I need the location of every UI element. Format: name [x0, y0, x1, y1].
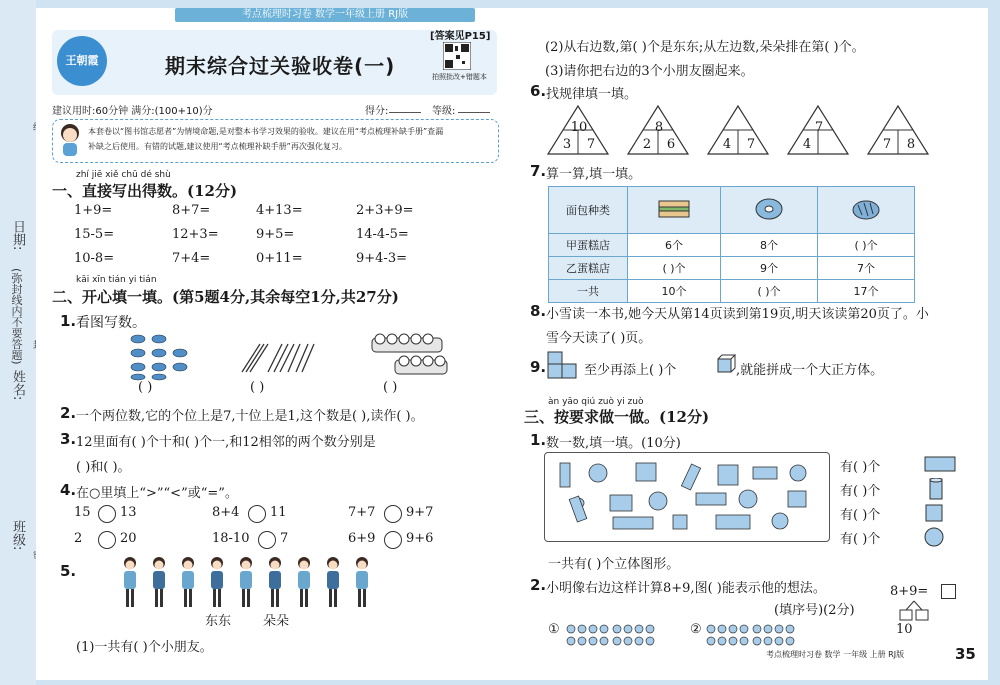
dot-group: [752, 636, 798, 646]
fish-picture-icon: [128, 333, 190, 383]
q3-number: 3.: [60, 430, 77, 448]
cube-stack-icon: [546, 350, 582, 382]
child-figure: [240, 557, 252, 607]
triangle-left[interactable]: 4: [722, 137, 732, 152]
q1-blank-fish[interactable]: ( ): [138, 380, 153, 395]
arithmetic-item[interactable]: 1+9=: [74, 203, 113, 218]
option-1[interactable]: ①: [548, 622, 560, 637]
triangle-right[interactable]: 8: [906, 137, 916, 152]
s3q2-equation: 8+9=: [890, 584, 929, 599]
arithmetic-item[interactable]: 2+3+9=: [356, 203, 414, 218]
child-figure: [298, 557, 310, 607]
qr-code-icon: [443, 42, 471, 70]
q1-blank-sticks[interactable]: ( ): [250, 380, 265, 395]
number-triangle: [706, 104, 770, 156]
q5-sub2: (2)从右边数,第( )个是东东;从左边数,朵朵排在第( )个。: [545, 40, 865, 55]
q8-line-1: 小雪读一本书,她今天从第14页读到第19页,明天该读第20页了。小: [546, 307, 929, 322]
bread-table: [548, 186, 915, 303]
q1-number: 1.: [60, 312, 77, 330]
count-row-text[interactable]: 有( )个: [840, 460, 881, 475]
answer-box[interactable]: [941, 584, 956, 599]
compare-left: 6+9: [348, 531, 376, 546]
table-cell[interactable]: 17个: [818, 280, 915, 303]
binding-note: (弥封线内不要答题): [10, 268, 23, 365]
s3q2-text: 小明像右边这样计算8+9,图( )能表示他的想法。: [546, 581, 826, 596]
compare-circle[interactable]: [384, 505, 402, 523]
date-label: 日期:: [10, 220, 25, 251]
grade-label: 等级:: [432, 106, 456, 117]
compare-left: 8+4: [212, 505, 240, 520]
q6-text: 找规律填一填。: [546, 87, 638, 102]
donut-icon: [754, 197, 784, 221]
arithmetic-item[interactable]: 0+11=: [256, 251, 303, 266]
q1-blank-eggs[interactable]: ( ): [383, 380, 398, 395]
arithmetic-item[interactable]: 9+4-3=: [356, 251, 407, 266]
label-dongdong: 东东: [205, 614, 232, 629]
section1-pinyin: zhí jiē xiě chū dé shù: [76, 170, 171, 180]
triangle-top[interactable]: 8: [654, 120, 664, 135]
child-figure: [211, 557, 223, 607]
q2-text: 一个两位数,它的个位上是7,十位上是1,这个数是( ),读作( )。: [76, 409, 424, 424]
compare-right: 9+7: [406, 505, 434, 520]
q9-text-b: ,就能拼成一个大正方体。: [736, 363, 884, 378]
header-topbar: 考点梳理时习卷 数学一年级上册 RJ版: [175, 8, 475, 22]
compare-circle[interactable]: [98, 505, 116, 523]
arithmetic-item[interactable]: 4+13=: [256, 203, 303, 218]
section2-title: 二、开心填一填。(第5题4分,其余每空1分,共27分): [52, 288, 399, 306]
compare-right: 13: [120, 505, 137, 520]
compare-right: 20: [120, 531, 137, 546]
arithmetic-item[interactable]: 8+7=: [172, 203, 211, 218]
solid-shapes-picture: [548, 455, 824, 537]
table-row-label: 一共: [549, 280, 628, 303]
cube-icon: [924, 502, 958, 524]
table-cell[interactable]: ( )个: [628, 257, 721, 280]
section2-pinyin: kāi xīn tián yi tián: [76, 275, 157, 285]
s3q1-number: 1.: [530, 431, 547, 449]
s3q2-ten: 10: [896, 622, 913, 637]
compare-right: 9+6: [406, 531, 434, 546]
triangle-top[interactable]: 10: [570, 120, 588, 135]
child-figure: [182, 557, 194, 607]
q6-number: 6.: [530, 82, 547, 100]
label-duoduo: 朵朵: [263, 614, 290, 629]
q9-text-a: 至少再添上( )个: [584, 363, 677, 378]
qr-caption: 拍照批改+错题本: [432, 73, 487, 81]
dot-group: [752, 624, 798, 634]
arithmetic-item[interactable]: 9+5=: [256, 227, 295, 242]
sandwich-icon: [657, 197, 691, 221]
table-cell[interactable]: 8个: [721, 234, 818, 257]
dot-group: [612, 624, 658, 634]
small-cube-icon: [716, 354, 736, 374]
child-figure: [153, 557, 165, 607]
section3-title: 三、按要求做一做。(12分): [524, 408, 710, 426]
child-figure: [327, 557, 339, 607]
q7-text: 算一算,填一填。: [546, 167, 642, 182]
table-cell[interactable]: 7个: [818, 257, 915, 280]
triangle-right[interactable]: 6: [666, 137, 676, 152]
table-header: 面包种类: [549, 187, 628, 234]
compare-left: 2: [74, 531, 83, 546]
footer-text: 考点梳理时习卷 数学 一年级 上册 RJ版: [766, 650, 905, 659]
triangle-left[interactable]: 7: [882, 137, 892, 152]
table-cell[interactable]: 9个: [721, 257, 818, 280]
q7-number: 7.: [530, 162, 547, 180]
compare-circle[interactable]: [258, 531, 276, 549]
s3q1-text: 数一数,填一填。(10分): [546, 436, 681, 451]
q3-line-1: 12里面有( )个十和( )个一,和12相邻的两个数分别是: [76, 435, 376, 450]
cylinder-icon: [924, 478, 958, 500]
bread-icon: [851, 197, 881, 221]
s3q1-total: 一共有( )个立体图形。: [548, 557, 680, 572]
section3-pinyin: àn yāo qiú zuò yi zuò: [548, 397, 644, 407]
q5-number: 5.: [60, 562, 77, 580]
eggs-tray-icon: [370, 330, 450, 380]
q1-text: 看图写数。: [76, 315, 146, 331]
sticks-bundle-icon: [238, 340, 318, 376]
triangle-left[interactable]: 2: [642, 137, 652, 152]
child-figure: [124, 557, 136, 607]
triangle-right[interactable]: 7: [746, 137, 756, 152]
intro-line-1: 本套卷以“图书馆志愿者”为情境命题,是对整本书学习效果的验收。建议在用“考点梳理补缺手册”查漏: [88, 127, 444, 136]
number-triangle: [866, 104, 930, 156]
dot-group: [706, 624, 752, 634]
triangle-top[interactable]: 7: [814, 120, 824, 135]
q5-sub1: (1)一共有( )个小朋友。: [76, 640, 213, 655]
time-score: 建议用时:60分钟 满分:(100+10)分: [52, 106, 213, 117]
dot-group: [612, 636, 658, 646]
q2-number: 2.: [60, 404, 77, 422]
q9-number: 9.: [530, 358, 547, 376]
child-figure: [269, 557, 281, 607]
table-row: [549, 257, 915, 280]
count-row-text[interactable]: 有( )个: [840, 484, 881, 499]
count-row-text[interactable]: 有( )个: [840, 508, 881, 523]
triangle-left[interactable]: 3: [562, 137, 572, 152]
q8-number: 8.: [530, 302, 547, 320]
triangle-right[interactable]: 7: [586, 137, 596, 152]
child-figure: [356, 557, 368, 607]
triangle-left[interactable]: 4: [802, 137, 812, 152]
arithmetic-item[interactable]: 15-5=: [74, 227, 115, 242]
compare-circle[interactable]: [98, 531, 116, 549]
arithmetic-item[interactable]: 7+4=: [172, 251, 211, 266]
s3q2-note: (填序号)(2分): [774, 603, 855, 618]
dot-group: [706, 636, 752, 646]
arithmetic-item[interactable]: 14-4-5=: [356, 227, 409, 242]
dot-group: [566, 624, 612, 634]
table-cell[interactable]: 6个: [628, 234, 721, 257]
table-row: [549, 280, 915, 303]
q3-line-2: ( )和( )。: [76, 460, 131, 475]
table-row-label: 乙蛋糕店: [549, 257, 628, 280]
intro-line-2: 补缺之后使用。有错的试题,建议使用“考点梳理补缺手册”再次强化复习。: [88, 142, 347, 151]
bread-icon-cell: [818, 187, 915, 234]
compare-circle[interactable]: [384, 531, 402, 549]
logo: 王朝霞: [57, 36, 107, 86]
table-cell[interactable]: ( )个: [721, 280, 818, 303]
s3q2-number: 2.: [530, 576, 547, 594]
option-2[interactable]: ②: [690, 622, 702, 637]
section1-title: 一、直接写出得数。(12分): [52, 182, 238, 200]
q4-number: 4.: [60, 481, 77, 499]
class-label: 班级:: [10, 520, 25, 551]
compare-left: 18-10: [212, 531, 250, 546]
table-cell[interactable]: 10个: [628, 280, 721, 303]
page-title: 期末综合过关验收卷(一): [165, 54, 396, 78]
compare-left: 7+7: [348, 505, 376, 520]
score-label: 得分:: [365, 106, 389, 117]
compare-circle[interactable]: [248, 505, 266, 523]
table-cell[interactable]: ( )个: [818, 234, 915, 257]
sphere-icon: [924, 526, 958, 548]
table-row: [549, 234, 915, 257]
table-row-label: 甲蛋糕店: [549, 234, 628, 257]
q4-text: 在○里填上“>”“<”或“=”。: [76, 486, 238, 501]
donut-icon-cell: [721, 187, 818, 234]
children-row-icon: [116, 556, 378, 614]
girl-mascot-icon: [57, 122, 83, 158]
q8-line-2: 雪今天读了( )页。: [546, 331, 652, 346]
cuboid-icon: [924, 454, 958, 476]
compare-right: 7: [280, 531, 289, 546]
sandwich-icon-cell: [628, 187, 721, 234]
q5-sub3: (3)请你把右边的3个小朋友圈起来。: [545, 64, 754, 79]
dot-group: [566, 636, 612, 646]
arithmetic-item[interactable]: 12+3=: [172, 227, 219, 242]
compare-left: 15: [74, 505, 91, 520]
compare-right: 11: [270, 505, 287, 520]
arithmetic-item[interactable]: 10-8=: [74, 251, 115, 266]
answer-ref: [答案见P15]: [430, 31, 491, 42]
split-diagram-icon: [892, 600, 938, 622]
name-label: 姓名:: [10, 370, 25, 401]
page-number: 35: [955, 645, 976, 663]
count-row-text[interactable]: 有( )个: [840, 532, 881, 547]
